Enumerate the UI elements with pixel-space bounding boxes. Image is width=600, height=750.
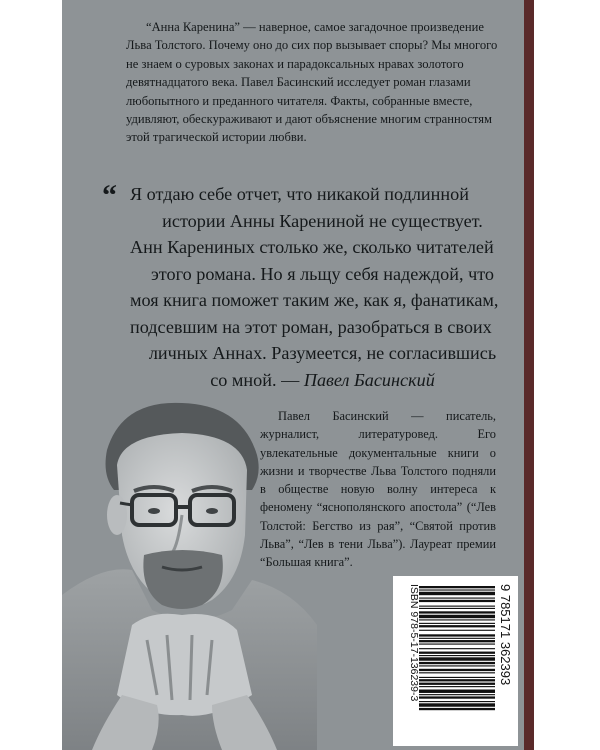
barcode-bars — [419, 586, 495, 710]
bio-text: Павел Басинский — писатель, журналист, литературовед. Его увлекательные документальные книги о жизни и творчестве Льва Толстого подняли в обществе новую волну интереса к феномену “яснополянского апостола” (“Лев Толстой: Бегство из рая”, “Святой против Льва”, “Лев в тени Льва”). Лауреат премии “Большая книга”. — [260, 409, 496, 570]
barcode-bar — [419, 611, 495, 613]
quote-line: этого романа. Но я льщу себя надеждой, что — [150, 263, 495, 284]
barcode-bar — [419, 686, 495, 687]
barcode-bar — [419, 630, 495, 631]
barcode-bar — [419, 592, 495, 595]
barcode-bar — [419, 655, 495, 656]
back-cover — [62, 0, 524, 750]
spine-edge — [524, 0, 534, 750]
isbn-text: ISBN 978-5-17-136239-3 — [408, 584, 420, 702]
barcode-bar — [419, 623, 495, 624]
barcode-bar — [419, 701, 495, 702]
barcode-bar — [419, 608, 495, 609]
barcode-bar — [419, 696, 495, 698]
quote-last-line — [130, 367, 515, 394]
barcode-bar — [419, 586, 495, 588]
barcode-bar — [419, 648, 495, 649]
barcode-bar — [419, 703, 495, 706]
quote-mark-icon: “ — [102, 179, 117, 212]
author-quote — [130, 181, 515, 393]
barcode-bar — [419, 634, 495, 636]
quote-line: моя книга поможет таким же, как я, фанатикам, — [130, 290, 499, 310]
barcode-bar — [419, 598, 495, 599]
barcode-bar — [419, 638, 495, 639]
barcode-bar — [419, 690, 495, 693]
barcode-digits: 9 785171 362393 — [498, 584, 513, 686]
barcode-bar — [419, 708, 495, 710]
blurb-text: “Анна Каренина” — наверное, самое загадочное произведение Льва Толстого. Почему оно до сих пор вызывает споры? Мы многого не знаем о суровых законах и парадоксальных нравах золотого девятнадцатого века. Павел Басинский исследует роман глазами любопытного и преданного читателя. Факты, собранные вместе, удивляют, обескураживают и дают объяснение многим странностям этой трагической истории любви. — [126, 20, 498, 145]
author-bio — [260, 407, 496, 572]
barcode-bar — [419, 589, 495, 590]
barcode-bar — [419, 672, 495, 673]
barcode-bar — [419, 600, 495, 602]
barcode-bar — [419, 652, 495, 654]
barcode-bar — [419, 606, 495, 607]
barcode-bar — [419, 665, 495, 666]
barcode — [393, 576, 518, 746]
quote-line: Я отдаю себе отчет, что никакой подлинной — [130, 184, 469, 204]
barcode-bar — [419, 662, 495, 664]
barcode-bar — [419, 640, 495, 642]
barcode-bar — [419, 657, 495, 660]
barcode-bar — [419, 669, 495, 671]
barcode-bar — [419, 679, 495, 681]
quote-line: подсевшим на этот роман, разобраться в своих — [130, 316, 492, 337]
quote-line: истории Анны Карениной не существует. — [162, 210, 483, 231]
barcode-bar — [419, 615, 495, 618]
barcode-bar — [419, 677, 495, 678]
barcode-bar — [419, 694, 495, 695]
quote-line: Анн Карениных столько же, сколько читателей — [130, 237, 494, 257]
quote-line: личных Аннах. Разумеется, не согласившись — [148, 343, 497, 363]
barcode-bar — [419, 683, 495, 685]
quote-line: со мной. — — [210, 369, 304, 390]
quote-author: Павел Басинский — [303, 369, 435, 390]
barcode-bar — [419, 619, 495, 620]
barcode-bar — [419, 625, 495, 627]
barcode-bar — [419, 644, 495, 645]
book-blurb — [126, 18, 508, 147]
barcode-graphic — [393, 576, 518, 746]
page-margin — [534, 0, 600, 750]
